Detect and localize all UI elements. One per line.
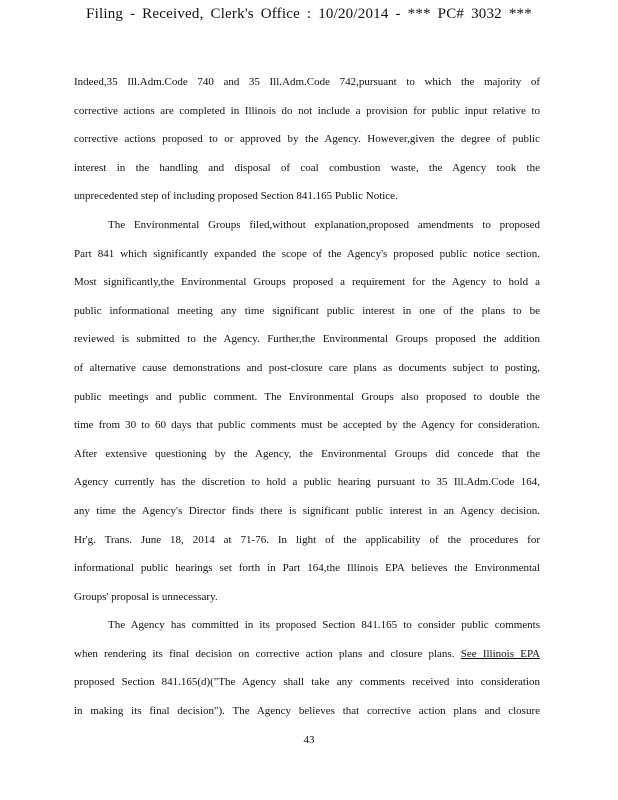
paragraph-start-line: The Environmental Groups filed,without explanation,proposed amendments to proposed <box>108 218 540 231</box>
text-line: corrective actions are completed in Illinois do not include a provision for public input relative to <box>74 104 540 117</box>
page-number: 43 <box>303 734 315 746</box>
text-line: reviewed is submitted to the Agency. Further,the Environmental Groups proposed the addition <box>74 333 540 346</box>
text-line-with-citation <box>74 640 540 669</box>
text-line: Hr'g. Trans. June 18, 2014 at 71-76. In light of the applicability of the procedures for <box>74 533 540 546</box>
text-line: proposed Section 841.165(d)("The Agency shall take any comments received into consideration <box>74 676 540 689</box>
text-line: Part 841 which significantly expanded the scope of the Agency's proposed public notice section. <box>74 247 540 260</box>
text-line: in making its final decision"). The Agency believes that corrective action plans and closure <box>74 705 540 718</box>
text-line: informational public hearings set forth in Part 164,the Illinois EPA believes the Environmental <box>74 562 540 575</box>
text-line: After extensive questioning by the Agency, the Environmental Groups did concede that the <box>74 447 540 460</box>
text-line: public informational meeting any time significant public interest in one of the plans to be <box>74 304 540 317</box>
body-text <box>74 68 540 726</box>
text-line: time from 30 to 60 days that public comments must be accepted by the Agency for consideration. <box>74 419 540 432</box>
citation-reference: See Illinois EPA <box>460 647 540 660</box>
text-line: Agency currently has the discretion to hold a public hearing pursuant to 35 Ill.Adm.Code 164, <box>74 476 540 489</box>
text-segment: when rendering its final decision on corrective action plans and closure plans. <box>74 647 455 660</box>
text-line: any time the Agency's Director finds there is significant public interest in an Agency decision. <box>74 504 540 517</box>
filing-stamp-header: Filing - Received, Clerk's Office : 10/20/2014 - *** PC# 3032 *** <box>86 6 532 22</box>
text-line: corrective actions proposed to or approved by the Agency. However,given the degree of public <box>74 133 540 146</box>
text-line: Indeed,35 Ill.Adm.Code 740 and 35 Ill.Adm.Code 742,pursuant to which the majority of <box>74 76 540 88</box>
text-line: public meetings and public comment. The Environmental Groups also proposed to double the <box>74 390 540 403</box>
text-line: Most significantly,the Environmental Groups proposed a requirement for the Agency to hold a <box>74 276 540 289</box>
text-line: interest in the handling and disposal of coal combustion waste, the Agency took the <box>74 161 540 174</box>
paragraph-start-line: The Agency has committed in its proposed Section 841.165 to consider public comments <box>108 619 540 632</box>
text-line: of alternative cause demonstrations and post-closure care plans as documents subject to posting, <box>74 361 540 374</box>
text-line: unprecedented step of including proposed Section 841.165 Public Notice. <box>74 190 398 203</box>
text-line: Groups' proposal is unnecessary. <box>74 590 218 603</box>
